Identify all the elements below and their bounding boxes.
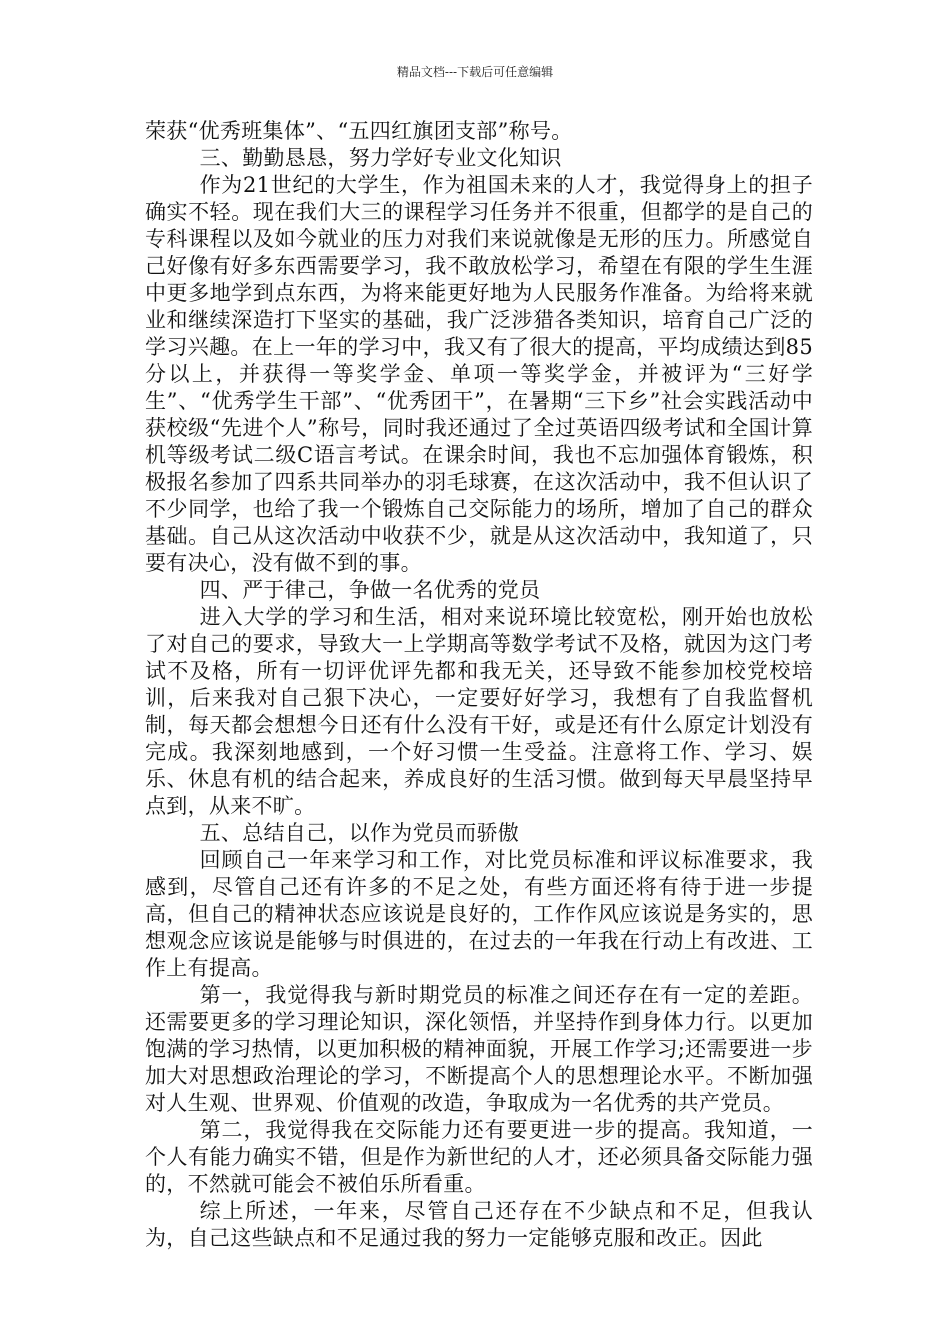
- section-heading-5: 五、总结自己，以作为党员而骄傲: [199, 821, 520, 845]
- paragraph-1: 荣获“优秀班集体”、“五四红旗团支部”称号。: [145, 119, 573, 143]
- paragraph-discipline: 进入大学的学习和生活，相对来说环境比较宽松，刚开始也放松了对自己的要求，导致大一上学期高等数学考试不及格，就因为这门考试不及格，所有一切评优评先都和我无关，还导致不能参加校党校培训，后来我对自己狠下决心，一定要好好学习，我想有了自我监督机制，每天都会想想今日还有什么没有干好，或是还有什么原定计划没有完成。我深刻地感到，一个好习惯一生受益。注意将工作、学习、娱乐、休息有机的结合起来，养成良好的生活习惯。做到每天早晨坚持早点到，从来不旷。: [145, 605, 813, 818]
- document-body: [145, 118, 813, 1252]
- paragraph-first: 第一，我觉得我与新时期党员的标准之间还存在有一定的差距。还需要更多的学习理论知识，深化领悟，并坚持作到身体力行。以更加饱满的学习热情，以更加积极的精神面貌，开展工作学习;还需要进一步加大对思想政治理论的学习，不断提高个人的思想理论水平。不断加强对人生观、世界观、价值观的改造，争取成为一名优秀的共产党员。: [145, 983, 813, 1115]
- paragraph-summary: 综上所述，一年来，尽管自己还存在不少缺点和不足，但我认为，自己这些缺点和不足通过我的努力一定能够克服和改正。因此: [145, 1199, 813, 1250]
- paragraph-second: 第二，我觉得我在交际能力还有要更进一步的提高。我知道，一个人有能力确实不错，但是作为新世纪的人才，还必须具备交际能力强的，不然就可能会不被伯乐所看重。: [145, 1118, 813, 1196]
- paragraph-study: 作为21世纪的大学生，作为祖国未来的人才，我觉得身上的担子确实不轻。现在我们大三的课程学习任务并不很重，但都学的是自己的专科课程以及如今就业的压力对我们来说就像是无形的压力。所感觉自己好像有好多东西需要学习，我不敢放松学习，希望在有限的学生生涯中更多地学到点东西，为将来能更好地为人民服务作准备。为给将来就业和继续深造打下坚实的基础，我广泛涉猎各类知识，培育自己广泛的学习兴趣。在上一年的学习中，我又有了很大的提高，平均成绩达到85分以上，并获得一等奖学金、单项一等奖学金，并被评为“三好学生”、“优秀学生干部”、“优秀团干”，在暑期“三下乡”社会实践活动中获校级“先进个人”称号，同时我还通过了全过英语四级考试和全国计算机等级考试二级C语言考试。在课余时间，我也不忘加强体育锻炼，积极报名参加了四系共同举办的羽毛球赛，在这次活动中，我不但认识了不少同学，也给了我一个锻炼自己交际能力的场所，增加了自己的群众基础。自己从这次活动中收获不少，就是从这次活动中，我知道了，只要有决心，没有做不到的事。: [145, 173, 813, 575]
- page-header: 精品文档---下载后可任意编辑: [396, 65, 554, 79]
- paragraph-review: 回顾自己一年来学习和工作，对比党员标准和评议标准要求，我感到，尽管自己还有许多的不足之处，有些方面还将有待于进一步提高，但自己的精神状态应该说是良好的，工作作风应该说是务实的，思想观念应该说是能够与时俱进的，在过去的一年我在行动上有改进、工作上有提高。: [145, 848, 813, 980]
- section-heading-4: 四、严于律己，争做一名优秀的党员: [199, 578, 541, 602]
- section-heading-3: 三、勤勤恳恳，努力学好专业文化知识: [199, 146, 562, 170]
